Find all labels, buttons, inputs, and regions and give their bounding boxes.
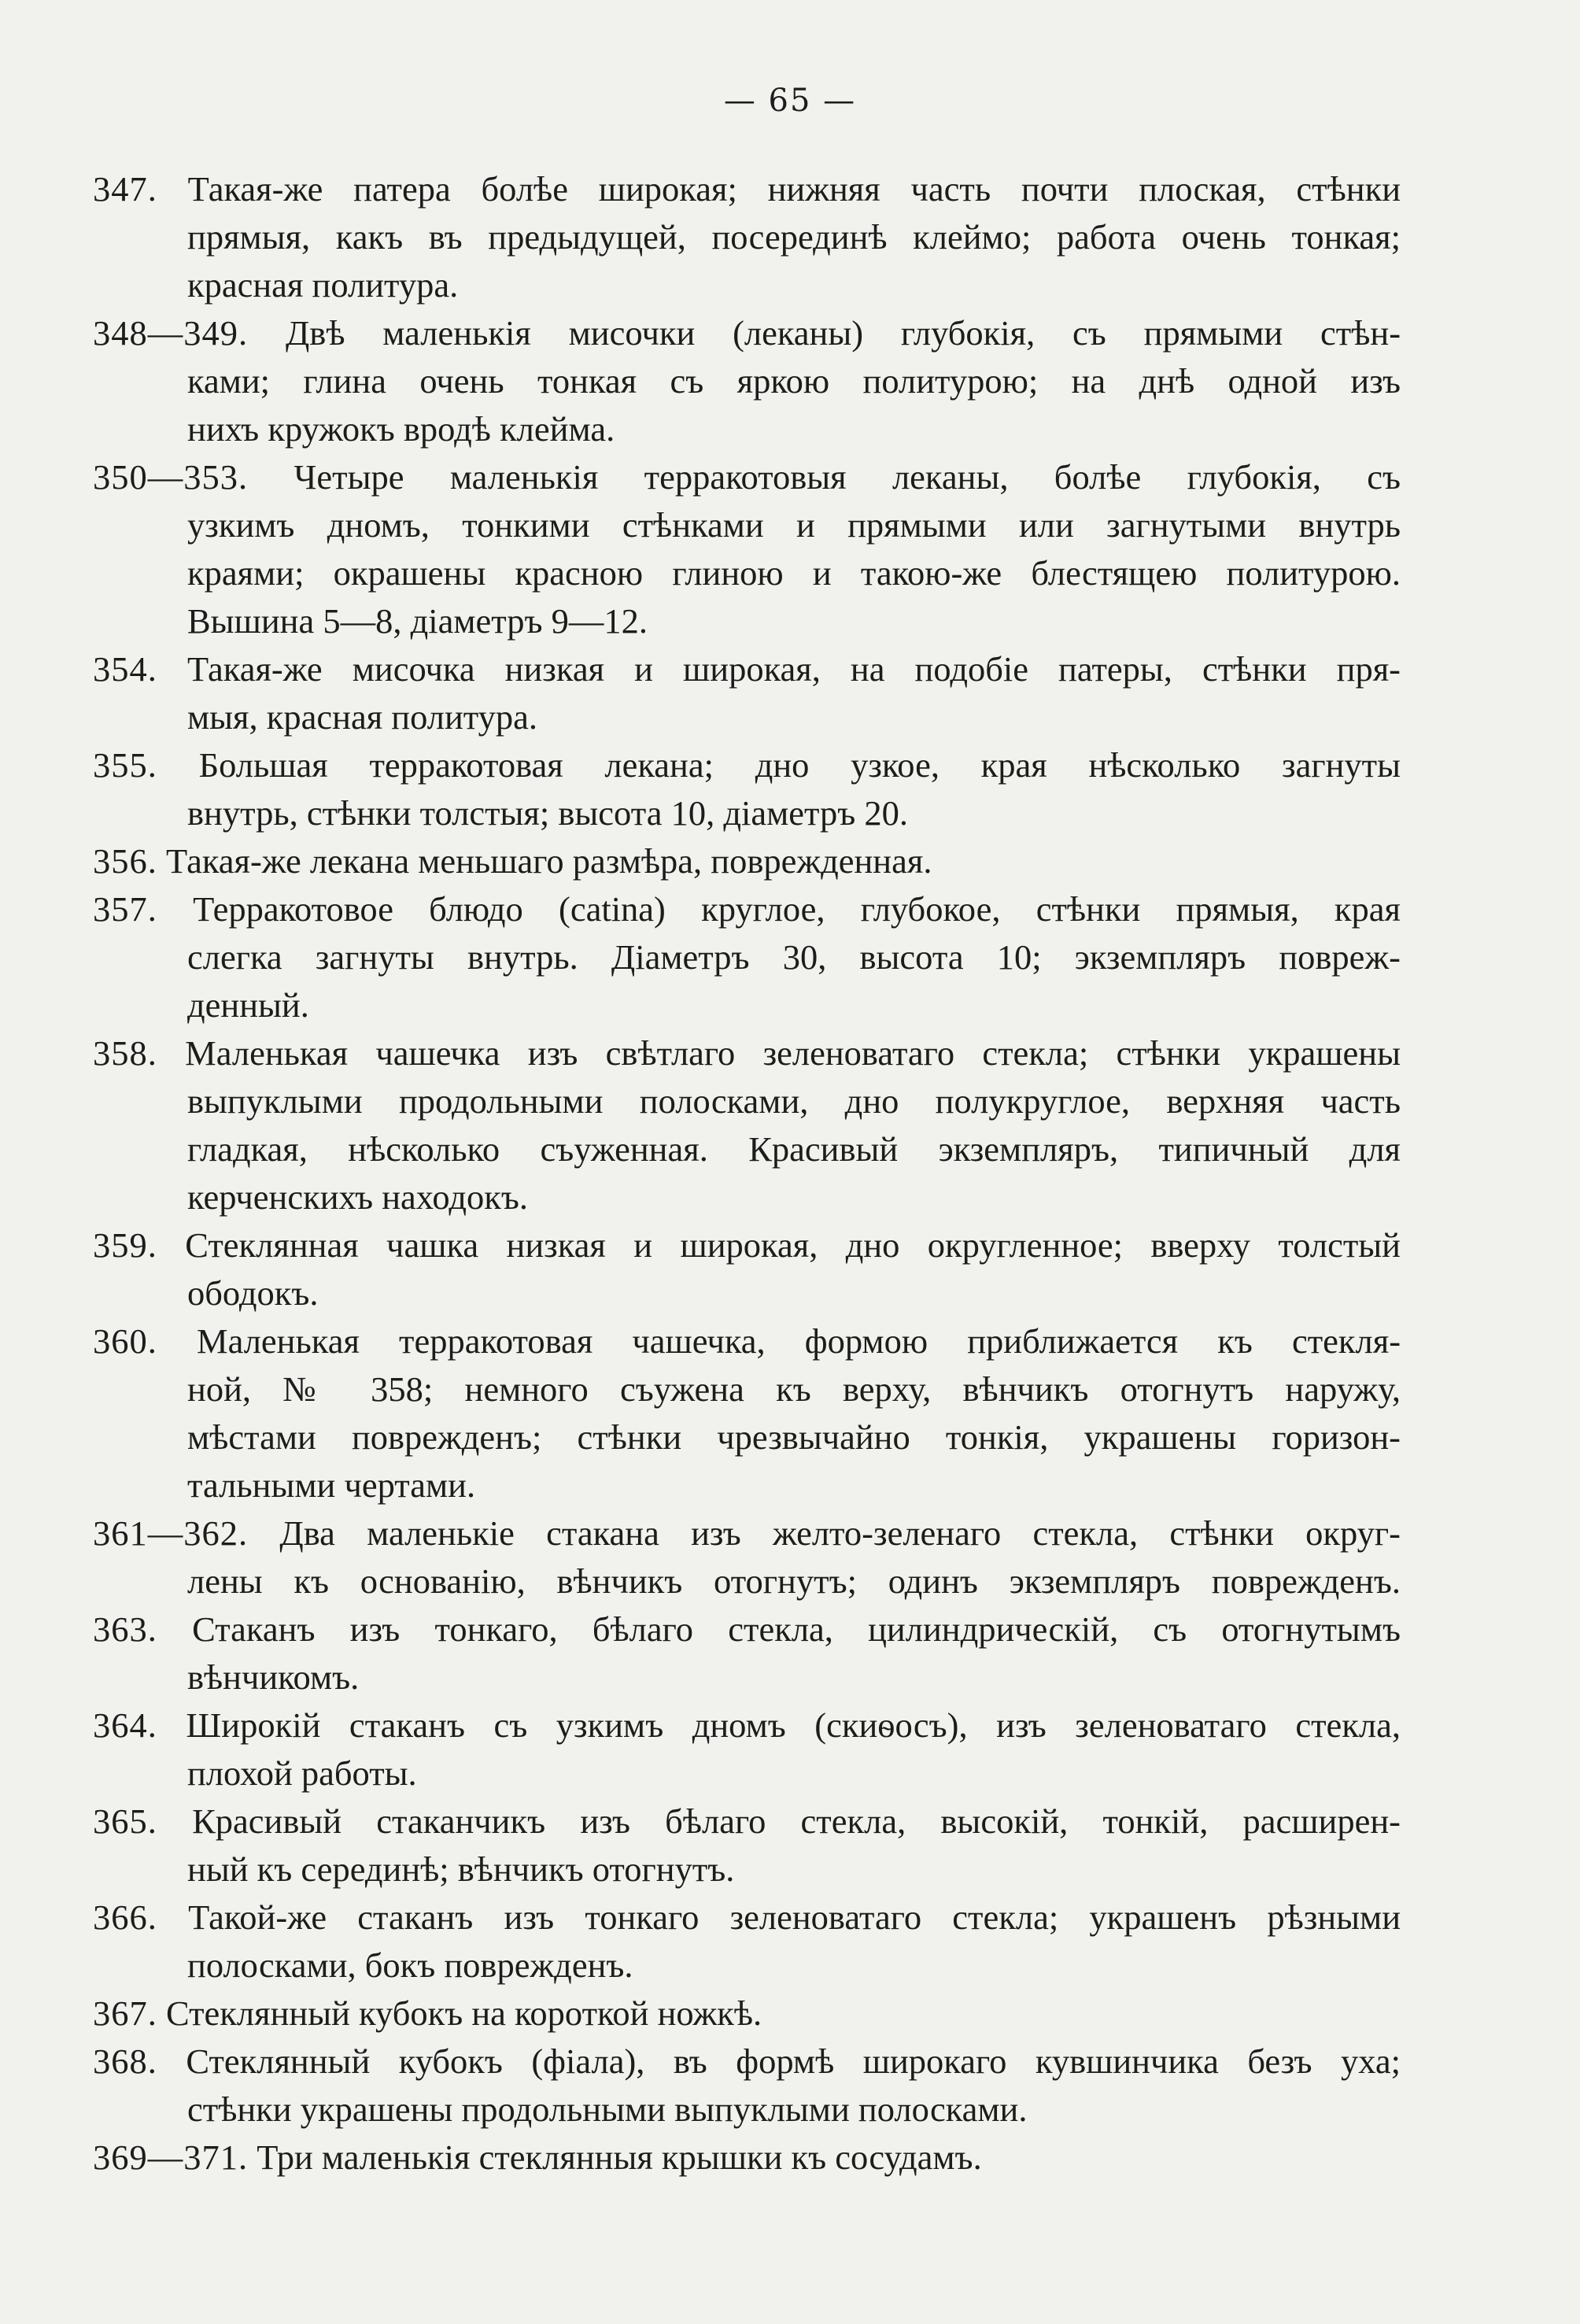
- catalog-entry: [93, 1701, 1401, 1797]
- entry-number: 350—353.: [93, 457, 249, 497]
- entry-text-line: выпуклыми продольными полосками, дно полукруглое, верхняя часть: [187, 1081, 1401, 1121]
- entry-number: 367.: [93, 1993, 157, 2033]
- entry-text-line: Четыре маленькія терракотовыя леканы, болѣе глубокія, съ: [293, 457, 1401, 497]
- entry-number: 360.: [93, 1321, 157, 1361]
- catalog-entry: [93, 1990, 1401, 2038]
- entry-number: 359.: [93, 1225, 157, 1265]
- entry-text-line: Такая-же лекана меньшаго размѣра, поврежденная.: [166, 841, 932, 881]
- catalog-entry: [93, 309, 1401, 453]
- entry-text-line: полосками, бокъ поврежденъ.: [187, 1945, 633, 1985]
- entry-text-line: гладкая, нѣсколько съуженная. Красивый экземпляръ, типичный для: [187, 1129, 1401, 1169]
- entry-text-line: ками; глина очень тонкая съ яркою политурою; на днѣ одной изъ: [187, 361, 1401, 401]
- entry-number: 358.: [93, 1033, 157, 1073]
- catalog-entry: [93, 1317, 1401, 1509]
- catalog-entry: [93, 1605, 1401, 1701]
- catalog-entry: [93, 2134, 1401, 2182]
- entry-number: 355.: [93, 745, 157, 785]
- entry-text-line: Красивый стаканчикъ изъ бѣлаго стекла, высокій, тонкій, расширен-: [192, 1801, 1401, 1841]
- catalog-entry: [93, 2038, 1401, 2134]
- catalog-entry: [93, 1797, 1401, 1894]
- entry-text-line: краями; окрашены красною глиною и такою-же блестящею политурою.: [187, 553, 1401, 593]
- entry-text-line: мыя, красная политура.: [187, 697, 538, 737]
- catalog-entries: [93, 165, 1401, 2182]
- catalog-entry: [93, 741, 1401, 837]
- page-number: — 65 —: [723, 83, 857, 119]
- entry-number: 363.: [93, 1609, 157, 1649]
- entry-number: 366.: [93, 1897, 157, 1937]
- entry-text-line: красная политура.: [187, 265, 459, 305]
- entry-text-line: Широкій стаканъ съ узкимъ дномъ (скиѳосъ), изъ зеленоватаго стекла,: [186, 1705, 1401, 1745]
- entry-text-line: Терракотовое блюдо (catina) круглое, глубокое, стѣнки прямыя, края: [193, 889, 1401, 929]
- catalog-entry: [93, 1029, 1401, 1221]
- entry-text-line: Двѣ маленькія мисочки (леканы) глубокія, съ прямыми стѣн-: [285, 313, 1401, 353]
- entry-text-line: ной, № 358; немного съужена къ верху, вѣнчикъ отогнутъ наружу,: [187, 1369, 1401, 1409]
- catalog-entry: [93, 453, 1401, 645]
- catalog-entry: [93, 1894, 1401, 1990]
- entry-text-line: ный къ серединѣ; вѣнчикъ отогнутъ.: [187, 1849, 735, 1889]
- entry-text-line: Стеклянный кубокъ на короткой ножкѣ.: [166, 1993, 762, 2033]
- entry-text-line: Маленькая чашечка изъ свѣтлаго зеленоватаго стекла; стѣнки украшены: [185, 1033, 1401, 1073]
- entry-text-line: Такая-же мисочка низкая и широкая, на подобіе патеры, стѣнки пря-: [186, 649, 1401, 689]
- entry-text-line: Вышина 5—8, діаметръ 9—12.: [187, 601, 648, 641]
- entry-number: 357.: [93, 889, 157, 929]
- entry-text-line: ободокъ.: [187, 1273, 319, 1313]
- entry-text-line: Большая терракотовая лекана; дно узкое, края нѣсколько загнуты: [198, 745, 1401, 785]
- entry-text-line: Такой-же стаканъ изъ тонкаго зеленоватаго стекла; украшенъ рѣзными: [188, 1897, 1401, 1937]
- catalog-entry: [93, 885, 1401, 1029]
- entry-text-line: Стаканъ изъ тонкаго, бѣлаго стекла, цилиндрическій, съ отогнутымъ: [192, 1609, 1401, 1649]
- entry-text-line: узкимъ дномъ, тонкими стѣнками и прямыми или загнутыми внутрь: [187, 505, 1401, 545]
- entry-text-line: тальными чертами.: [187, 1465, 476, 1505]
- entry-text-line: Такая-же патера болѣе широкая; нижняя часть почти плоская, стѣнки: [187, 169, 1401, 209]
- entry-text-line: мѣстами поврежденъ; стѣнки чрезвычайно тонкія, украшены горизон-: [187, 1417, 1401, 1457]
- entry-text-line: Три маленькія стеклянныя крышки къ сосудамъ.: [257, 2137, 982, 2177]
- entry-text-line: денный.: [187, 985, 309, 1025]
- entry-text-line: слегка загнуты внутрь. Діаметръ 30, высота 10; экземпляръ повреж-: [187, 937, 1401, 977]
- entry-number: 368.: [93, 2041, 157, 2081]
- entry-number: 364.: [93, 1705, 157, 1745]
- entry-text-line: вѣнчикомъ.: [187, 1657, 360, 1697]
- catalog-entry: [93, 165, 1401, 309]
- entry-text-line: Стеклянный кубокъ (фіала), въ формѣ широкаго кувшинчика безъ уха;: [186, 2041, 1401, 2081]
- entry-number: 354.: [93, 649, 157, 689]
- entry-text-line: Стеклянная чашка низкая и широкая, дно округленное; вверху толстый: [185, 1225, 1401, 1265]
- entry-number: 356.: [93, 841, 157, 881]
- catalog-entry: [93, 1221, 1401, 1317]
- entry-text-line: стѣнки украшены продольными выпуклыми полосками.: [187, 2089, 1028, 2129]
- entry-text-line: плохой работы.: [187, 1753, 417, 1793]
- entry-number: 348—349.: [93, 313, 249, 353]
- entry-number: 347.: [93, 169, 157, 209]
- entry-text-line: лены къ основанію, вѣнчикъ отогнутъ; одинъ экземпляръ поврежденъ.: [187, 1561, 1401, 1601]
- entry-text-line: нихъ кружокъ вродѣ клейма.: [187, 409, 615, 449]
- entry-number: 365.: [93, 1801, 157, 1841]
- entry-text-line: прямыя, какъ въ предыдущей, посерединѣ клеймо; работа очень тонкая;: [187, 217, 1401, 257]
- entry-text-line: Два маленькіе стакана изъ желто-зеленаго стекла, стѣнки округ-: [279, 1513, 1401, 1553]
- catalog-entry: [93, 1509, 1401, 1605]
- entry-number: 361—362.: [93, 1513, 249, 1553]
- catalog-entry: [93, 645, 1401, 741]
- catalog-entry: [93, 837, 1401, 885]
- entry-text-line: керченскихъ находокъ.: [187, 1177, 528, 1217]
- entry-text-line: внутрь, стѣнки толстыя; высота 10, діаметръ 20.: [187, 793, 908, 833]
- entry-text-line: Маленькая терракотовая чашечка, формою приближается къ стекля-: [197, 1321, 1401, 1361]
- entry-number: 369—371.: [93, 2137, 249, 2177]
